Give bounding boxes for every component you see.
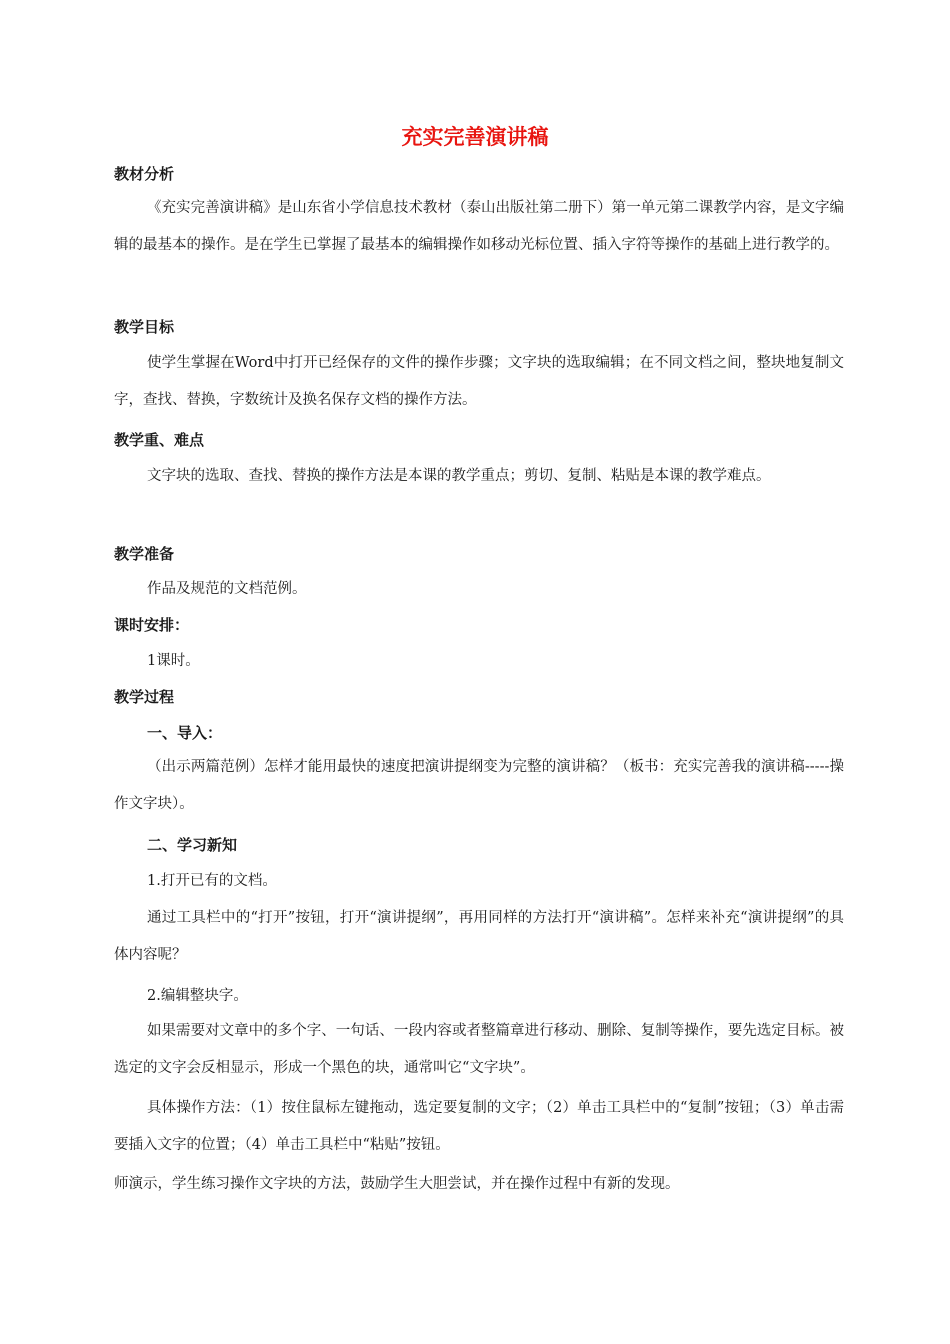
heading-goals: 教学目标 xyxy=(114,318,175,336)
page-title: 充实完善演讲稿 xyxy=(401,125,549,149)
paragraph-schedule: 1课时。 xyxy=(147,653,200,669)
paragraph-goals: 使学生掌握在Word中打开已经保存的文件的操作步骤；文字块的选取编辑；在不同文档之间，整块地复制文字，查找、替换，字数统计及换名保存文档的操作方法。 xyxy=(114,355,844,408)
paragraph-part1: （出示两篇范例）怎样才能用最快的速度把演讲提纲变为完整的演讲稿？（板书：充实完善我的演讲稿-----操作文字块）。 xyxy=(114,759,844,812)
paragraph-key-points: 文字块的选取、查找、替换的操作方法是本课的教学重点；剪切、复制、粘贴是本课的教学难点。 xyxy=(147,468,771,484)
heading-process: 教学过程 xyxy=(114,688,175,706)
step1-title: 1.打开已有的文档。 xyxy=(147,873,277,889)
heading-schedule: 课时安排： xyxy=(114,616,190,634)
paragraph-preparation: 作品及规范的文档范例。 xyxy=(147,581,307,597)
paragraph-closing: 师演示，学生练习操作文字块的方法，鼓励学生大胆尝试，并在操作过程中有新的发现。 xyxy=(114,1176,680,1192)
heading-analysis: 教材分析 xyxy=(114,165,175,183)
paragraph-step2: 如果需要对文章中的多个字、一句话、一段内容或者整篇章进行移动、删除、复制等操作，要先选定目标。被选定的文字会反相显示，形成一个黑色的块，通常叫它“文字块”。 xyxy=(114,1023,844,1076)
heading-preparation: 教学准备 xyxy=(114,545,175,563)
step2-title: 2.编辑整块字。 xyxy=(147,988,248,1004)
paragraph-analysis: 《充实完善演讲稿》是山东省小学信息技术教材（泰山出版社第二册下）第一单元第二课教学内容，是文字编辑的最基本的操作。是在学生已掌握了最基本的编辑操作如移动光标位置、插入字符等操作的基础上进行教学的。 xyxy=(114,200,844,253)
heading-key-points: 教学重、难点 xyxy=(114,431,205,449)
paragraph-method: 具体操作方法：（1）按住鼠标左键拖动，选定要复制的文字；（2）单击工具栏中的“复制”按钮；（3）单击需要插入文字的位置；（4）单击工具栏中“粘贴”按钮。 xyxy=(114,1100,844,1153)
heading-part2: 二、学习新知 xyxy=(147,836,238,854)
heading-part1: 一、导入： xyxy=(147,724,223,742)
paragraph-step1: 通过工具栏中的“打开”按钮，打开“演讲提纲”，再用同样的方法打开“演讲稿”。怎样来补充“演讲提纲”的具体内容呢？ xyxy=(114,910,844,963)
